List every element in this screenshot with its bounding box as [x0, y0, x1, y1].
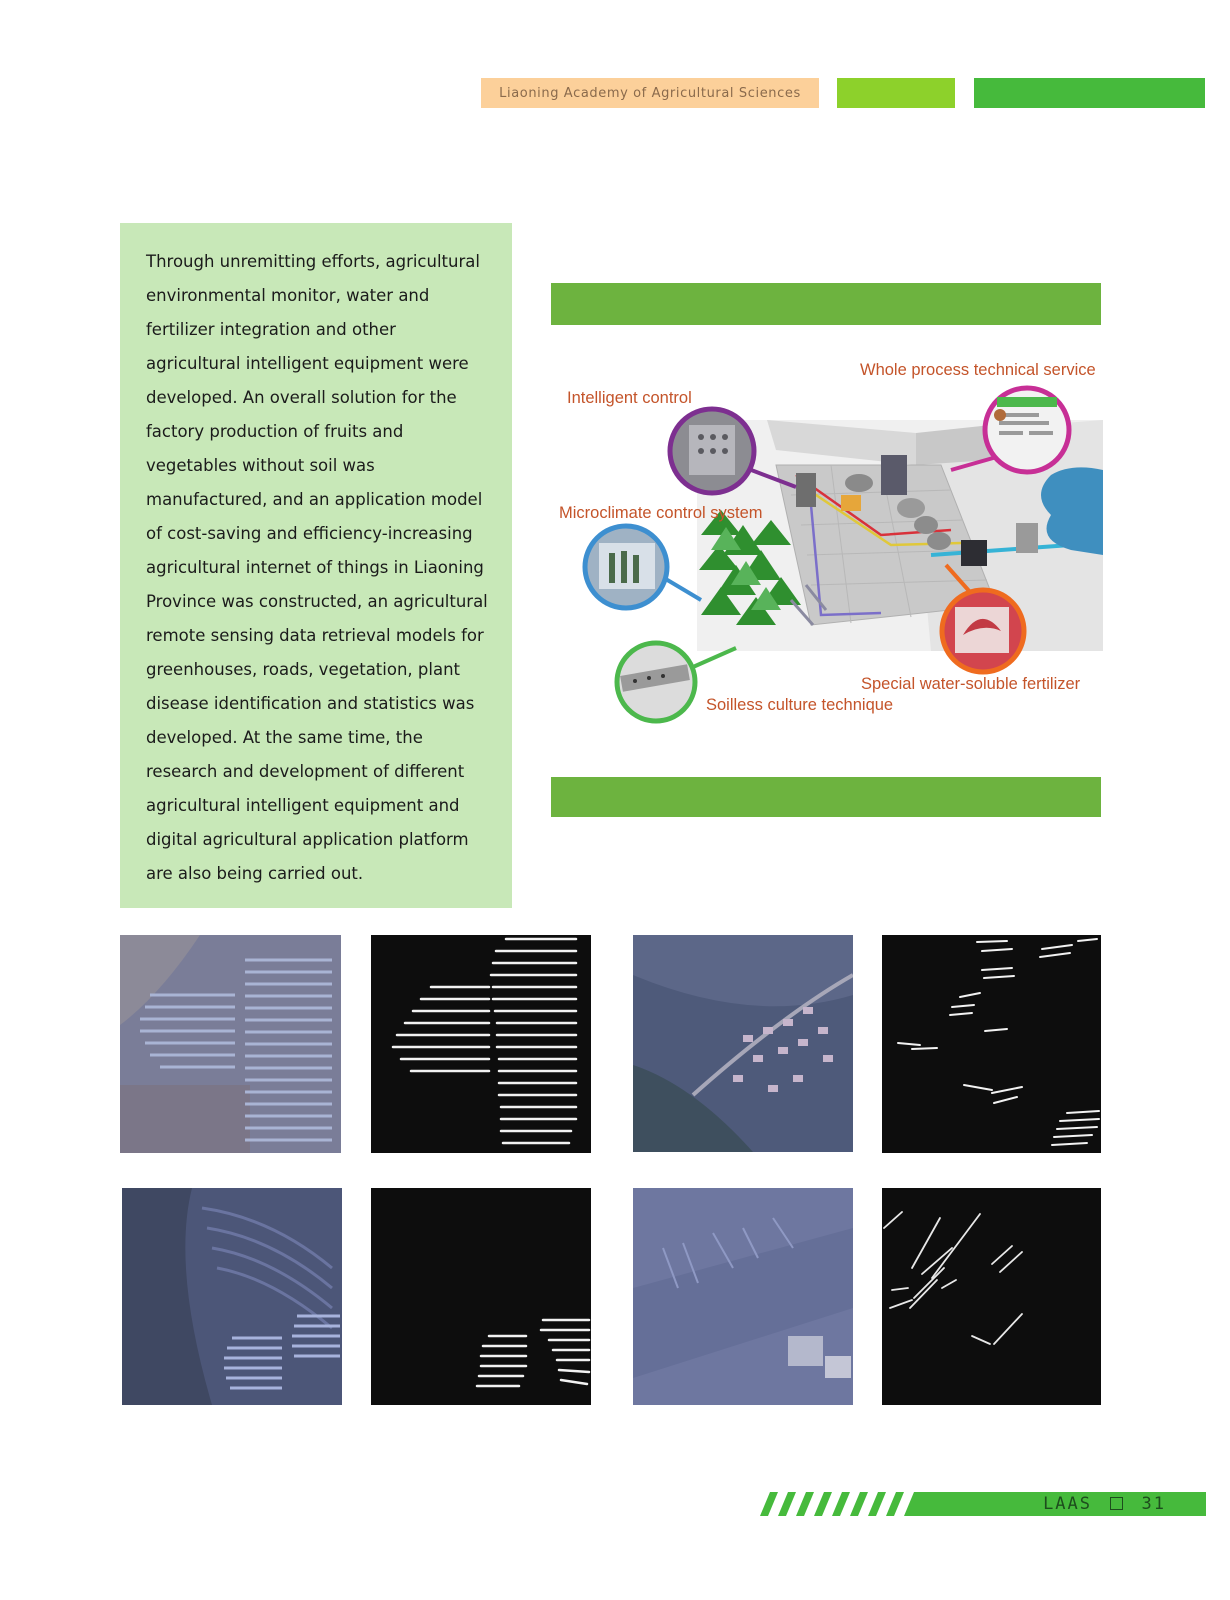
organization-label: [481, 78, 819, 108]
page-number: 31: [1141, 1494, 1166, 1514]
organization-name: Liaoning Academy of Agricultural Sciences: [499, 85, 801, 101]
square-icon: [1110, 1497, 1123, 1510]
footer-label: [1043, 1492, 1166, 1516]
figure-bottom-bar: [551, 777, 1101, 817]
mask-image-greenhouses: [371, 935, 591, 1153]
satellite-image-village: [633, 935, 853, 1152]
header-accent-bar-light: [837, 78, 955, 108]
text-panel: [120, 223, 512, 908]
satellite-image-fields: [633, 1188, 853, 1405]
label-intelligent-control: Intelligent control: [567, 389, 692, 407]
journal-code: LAAS: [1043, 1494, 1093, 1514]
label-microclimate: Microclimate control system: [559, 504, 763, 522]
figure-top-bar: [551, 283, 1101, 325]
mask-image-corner: [371, 1188, 591, 1405]
body-paragraph: Through unremitting efforts, agricultural environmental monitor, water and fertilizer integration and other agricultural intelligent equipment were developed. An overall solution for the factory production of fruits and vegetables without soil was manufactured, and an application model of cost-saving and efficiency-increasing agricultural internet of things in Liaoning Province was constructed, an agricultural remote sensing data retrieval models for greenhouses, roads, vegetation, plant disease identification and statistics was developed. At the same time, the research and development of different agricultural intelligent equipment and digital agricultural application platform are also being carried out.: [146, 252, 488, 883]
iot-system-diagram: [551, 355, 1106, 735]
satellite-image-greenhouses: [120, 935, 341, 1153]
label-whole-process: Whole process technical service: [860, 361, 1096, 379]
satellite-image-terraces: [122, 1188, 342, 1405]
label-soilless: Soilless culture technique: [706, 696, 894, 714]
mask-image-sparse: [882, 935, 1101, 1153]
page-footer: [760, 1492, 1206, 1516]
label-fertilizer: Special water-soluble fertilizer: [861, 675, 1081, 693]
header-accent-bar-green: [974, 78, 1205, 108]
mask-image-diagonal: [882, 1188, 1101, 1405]
